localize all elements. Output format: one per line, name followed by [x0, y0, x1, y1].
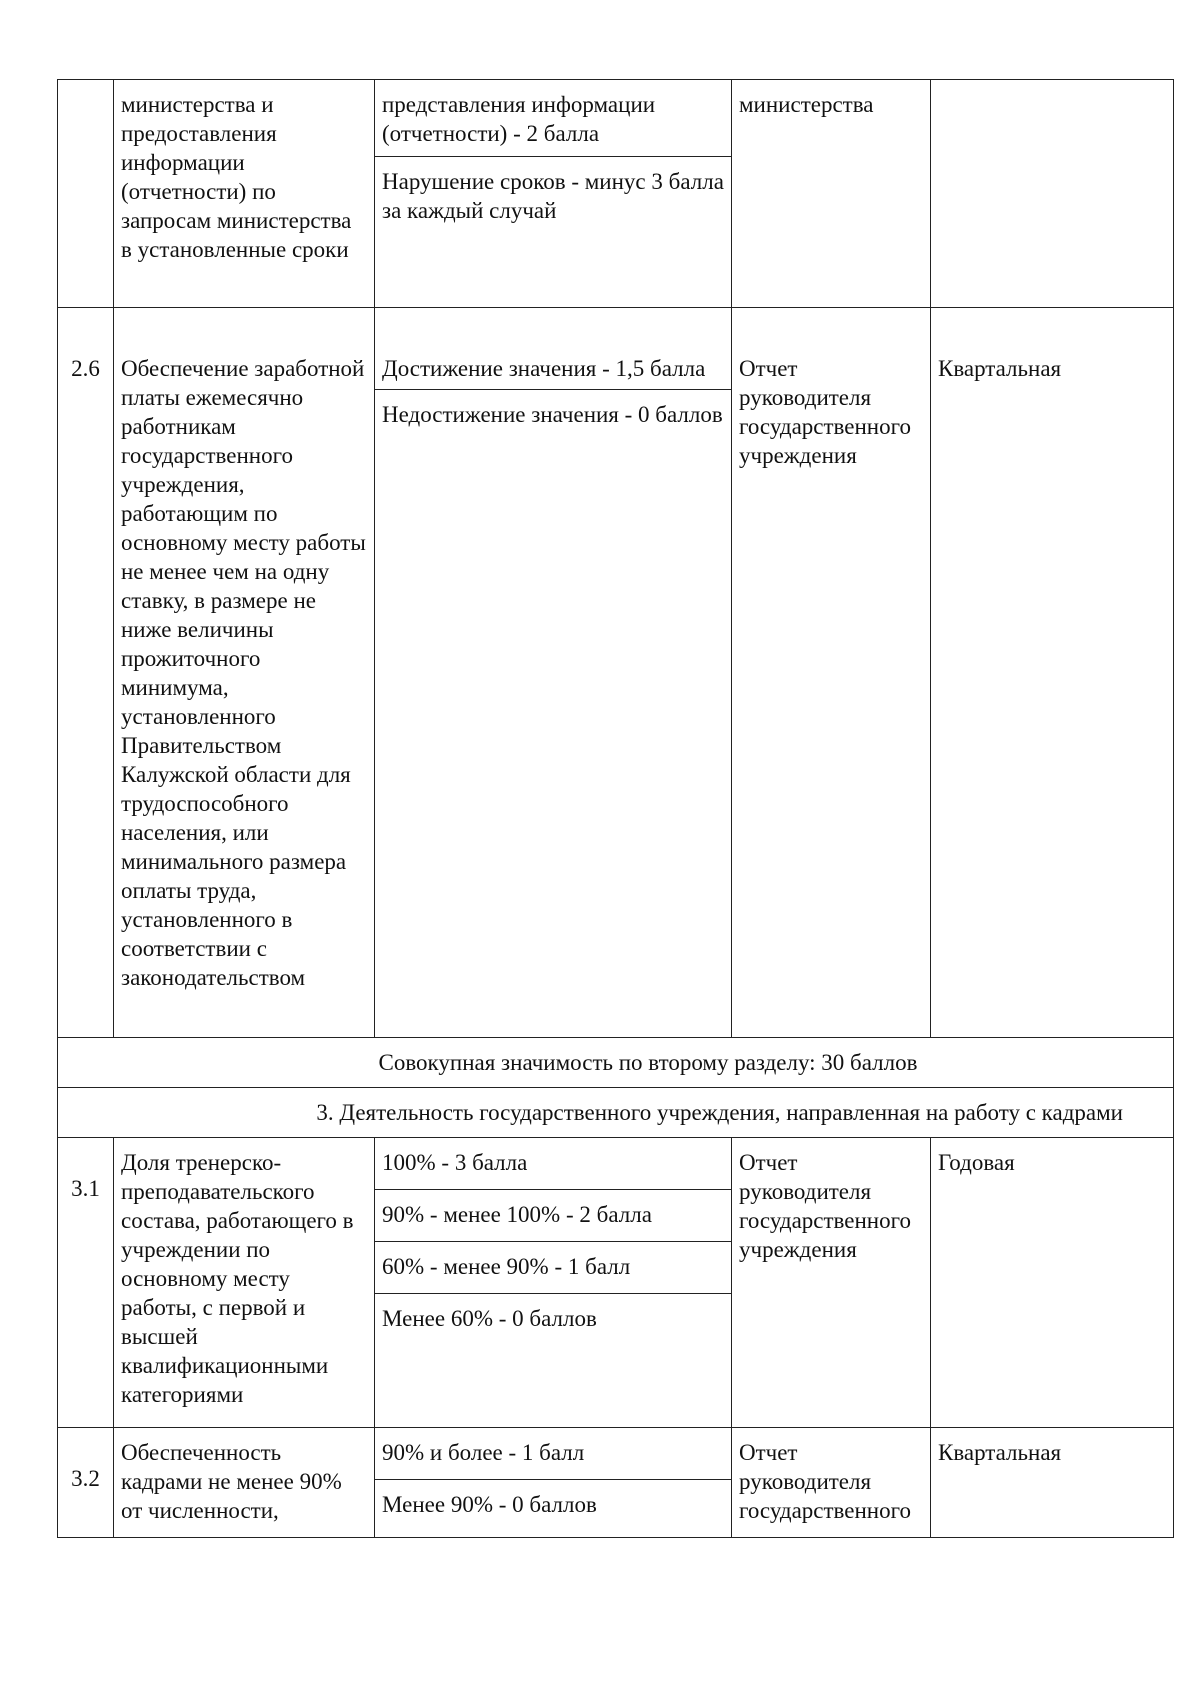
document-page: [57, 79, 1173, 1538]
row-number: 3.2: [58, 1428, 114, 1538]
source-cell: Отчет руководителя государственного учреждения: [732, 308, 931, 1038]
indicator-cell: Обеспечение заработной платы ежемесячно работникам государственного учреждения, работающим по основному месту работы не менее чем на одну ставку, в размере не ниже величины прожиточного минимума, установленного Правительством Калужской области для трудоспособного населения, или минимального размера оплаты труда, установленного в соответствии с законодательством: [114, 308, 375, 1038]
criteria-cell: Достижение значения - 1,5 балла: [375, 308, 732, 390]
period-cell: Годовая: [931, 1138, 1174, 1428]
criteria-cell: 90% и более - 1 балл: [375, 1428, 732, 1480]
criteria-cell: Нарушение сроков - минус 3 балла за каждый случай: [375, 157, 732, 308]
period-cell: Квартальная: [931, 1428, 1174, 1538]
criteria-cell: представления информации (отчетности) - 2 балла: [375, 80, 732, 157]
period-cell: [931, 80, 1174, 308]
criteria-table: [57, 79, 1174, 1538]
section-heading: 3. Деятельность государственного учреждения, направленная на работу с кадрами: [58, 1088, 1174, 1138]
source-cell: министерства: [732, 80, 931, 308]
source-cell: Отчет руководителя государственного: [732, 1428, 931, 1538]
criteria-cell: 60% - менее 90% - 1 балл: [375, 1242, 732, 1294]
indicator-cell: Обеспеченность кадрами не менее 90% от численности,: [114, 1428, 375, 1538]
criteria-cell: Менее 90% - 0 баллов: [375, 1480, 732, 1538]
indicator-cell: министерства и предоставления информации (отчетности) по запросам министерства в установленные сроки: [114, 80, 375, 308]
table-row: [58, 1428, 1174, 1480]
section-summary: Совокупная значимость по второму разделу: 30 баллов: [58, 1038, 1174, 1088]
row-number: 3.1: [58, 1138, 114, 1428]
table-row: [58, 1038, 1174, 1088]
criteria-cell: Менее 60% - 0 баллов: [375, 1294, 732, 1428]
source-cell: Отчет руководителя государственного учреждения: [732, 1138, 931, 1428]
indicator-cell: Доля тренерско-преподавательского состава, работающего в учреждении по основному месту работы, с первой и высшей квалификационными категориями: [114, 1138, 375, 1428]
row-number: 2.6: [58, 308, 114, 1038]
table-row: [58, 308, 1174, 390]
row-number: [58, 80, 114, 308]
table-row: [58, 80, 1174, 157]
criteria-cell: Недостижение значения - 0 баллов: [375, 390, 732, 1038]
table-row: [58, 1138, 1174, 1190]
table-row: [58, 1088, 1174, 1138]
criteria-cell: 100% - 3 балла: [375, 1138, 732, 1190]
criteria-cell: 90% - менее 100% - 2 балла: [375, 1190, 732, 1242]
period-cell: Квартальная: [931, 308, 1174, 1038]
